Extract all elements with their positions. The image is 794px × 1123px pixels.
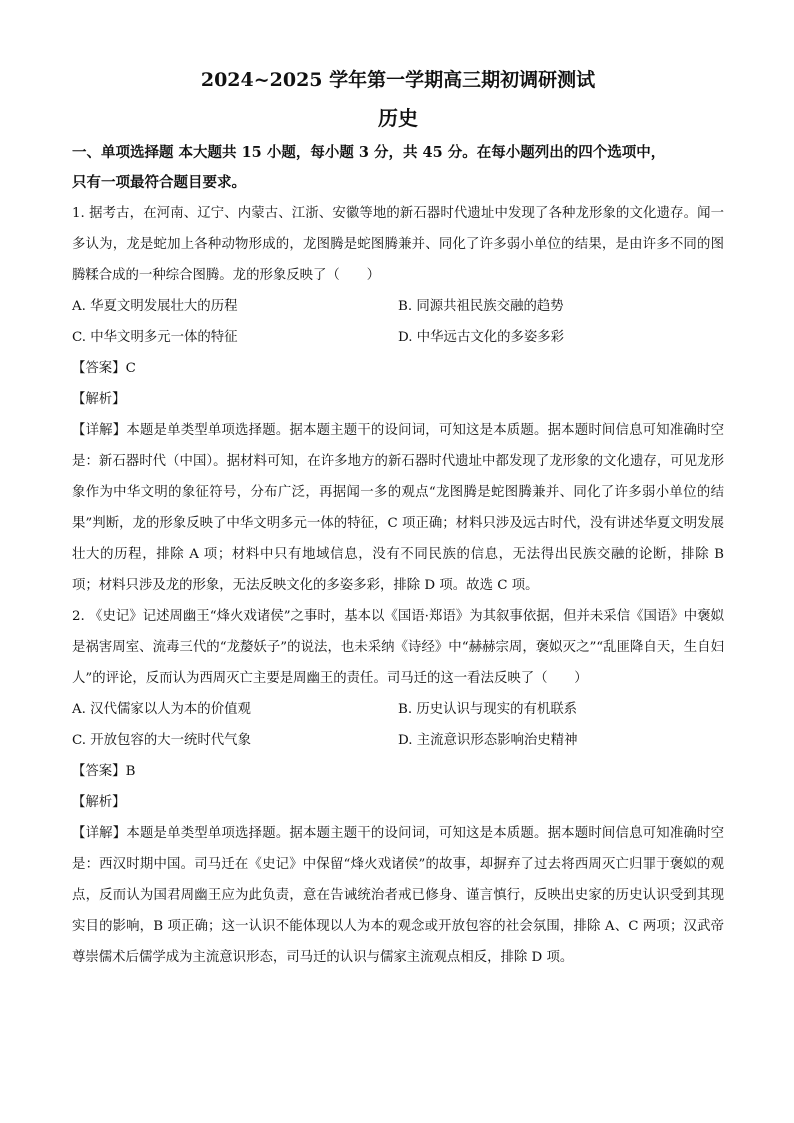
question-1 bbox=[72, 198, 724, 601]
answer-line bbox=[72, 353, 724, 384]
detail-paragraph bbox=[72, 818, 724, 973]
options bbox=[72, 291, 724, 353]
analysis-label: 【解析】 bbox=[72, 392, 126, 407]
detail-label: 【详解】 bbox=[72, 826, 127, 841]
option-b: B. 历史认识与现实的有机联系 bbox=[398, 702, 578, 717]
option-a: A. 华夏文明发展壮大的历程 bbox=[72, 299, 238, 314]
option-d: D. 中华远古文化的多姿多彩 bbox=[398, 330, 565, 345]
detail-label: 【详解】 bbox=[72, 423, 127, 438]
option-d: D. 主流意识形态影响治史精神 bbox=[398, 733, 578, 748]
answer-value: C bbox=[125, 361, 136, 376]
question-2 bbox=[72, 601, 724, 973]
exam-title: 2024~2025 学年第一学期高三期初调研测试 bbox=[200, 69, 596, 91]
option-a: A. 汉代儒家以人为本的价值观 bbox=[72, 702, 251, 717]
section-heading-line-1: 一、单项选择题 本大题共 15 小题，每小题 3 分，共 45 分。在每小题列出的四个选项中， bbox=[72, 144, 666, 161]
answer-label: 【答案】 bbox=[72, 764, 126, 779]
answer-value: B bbox=[125, 764, 136, 779]
option-c: C. 中华文明多元一体的特征 bbox=[72, 330, 238, 345]
section-heading-line-2: 只有一项最符合题目要求。 bbox=[72, 174, 246, 191]
question-stem: 2. 《史记》记述周幽王“烽火戏诸侯”之事时，基本以《国语·郑语》为其叙事依据，但并未采信《国语》中褒姒是祸害周室、流毒三代的“龙嫠妖子”的说法，也未采纳《诗经》中“赫赫宗周，褒姒灭之”“乱匪降自天，生自妇人”的评论，反而认为西周灭亡主要是周幽王的责任。司马迁的这一看法反映了（ ） bbox=[72, 609, 724, 686]
detail-text: 本题是单类型单项选择题。据本题主题干的设问词，可知这是本质题。据本题时间信息可知准确时空是：西汉时期中国。司马迁在《史记》中保留“烽火戏诸侯”的故事，却摒弃了过去将西周灭亡归罪于褒姒的观点，反而认为国君周幽王应为此负责，意在告诫统治者戒已修身、谨言慎行，反映出史家的历史认识受到其现实目的影响，B 项正确；这一认识不能体现以人为本的观念或开放包容的社会氛围，排除 A、C 两项；汉武帝尊崇儒术后儒学成为主流意识形态，司马迁的认识与儒家主流观点相反，排除 D 项。 bbox=[72, 826, 725, 965]
detail-text: 本题是单类型单项选择题。据本题主题干的设问词，可知这是本质题。据本题时间信息可知准确时空是：新石器时代（中国）。据材料可知，在许多地方的新石器时代遗址中都发现了龙形象的文化遗存，可见龙形象作为中华文明的象征符号，分布广泛，再据闻一多的观点“龙图腾是蛇图腾兼并、同化了许多弱小单位的结果”判断，龙的形象反映了中华文明多元一体的特征，C 项正确；材料只涉及远古时代，没有讲述华夏文明发展壮大的历程，排除 A 项；材料中只有地域信息，没有不同民族的信息，无法得出民族交融的论断，排除 B 项；材料只涉及龙的形象，无法反映文化的多姿多彩，排除 D 项。故选 C 项。 bbox=[72, 423, 725, 593]
subject-title: 历史 bbox=[378, 106, 418, 130]
options bbox=[72, 694, 724, 756]
analysis-label: 【解析】 bbox=[72, 795, 126, 810]
detail-paragraph bbox=[72, 415, 724, 601]
section-heading bbox=[72, 138, 724, 198]
option-c: C. 开放包容的大一统时代气象 bbox=[72, 733, 251, 748]
answer-line bbox=[72, 756, 724, 787]
question-stem: 1. 据考古，在河南、辽宁、内蒙古、江浙、安徽等地的新石器时代遗址中发现了各种龙形象的文化遗存。闻一多认为，龙是蛇加上各种动物形成的，龙图腾是蛇图腾兼并、同化了许多弱小单位的结果，是由许多不同的图腾糅合成的一种综合图腾。龙的形象反映了（ ） bbox=[72, 206, 724, 283]
option-b: B. 同源共祖民族交融的趋势 bbox=[398, 299, 564, 314]
document-page bbox=[72, 66, 724, 973]
answer-label: 【答案】 bbox=[72, 361, 126, 376]
